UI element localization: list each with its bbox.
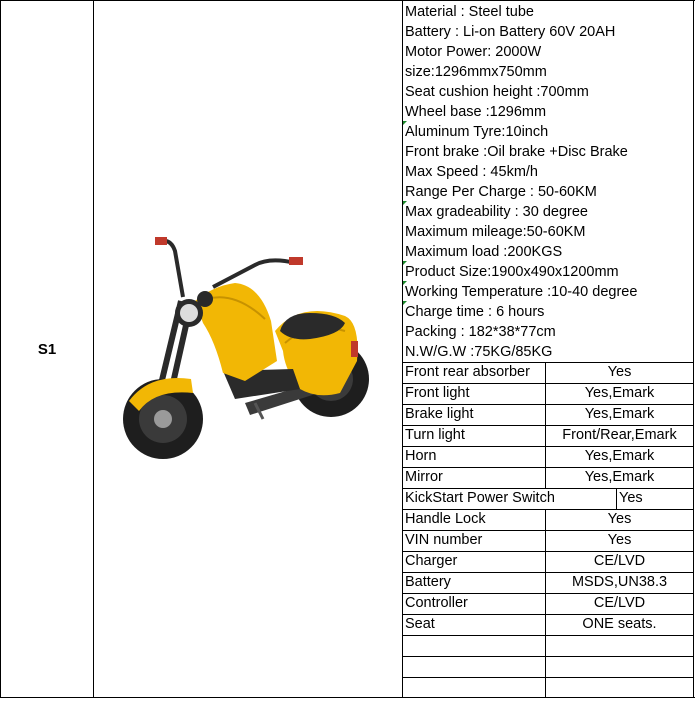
spec-gradeability: Max gradeability : 30 degree bbox=[405, 204, 588, 220]
spec-working-temp: Working Temperature :10-40 degree bbox=[405, 284, 638, 300]
spec-range: Range Per Charge : 50-60KM bbox=[405, 184, 597, 200]
cell-marker bbox=[403, 301, 407, 305]
features-column-divider-kickstart bbox=[616, 488, 617, 509]
cell-marker bbox=[403, 261, 407, 265]
spec-motor-power: Motor Power: 2000W bbox=[405, 44, 542, 60]
spec-material: Material : Steel tube bbox=[405, 4, 534, 20]
feature-label-controller: Controller bbox=[405, 595, 468, 611]
row-line bbox=[402, 656, 694, 657]
feature-label-charger: Charger bbox=[405, 553, 458, 569]
spec-size: size:1296mmx750mm bbox=[405, 64, 547, 80]
feature-label-front-light: Front light bbox=[405, 385, 470, 401]
feature-value-charger: CE/LVD bbox=[593, 553, 646, 569]
feature-label-horn: Horn bbox=[405, 448, 437, 464]
feature-label-turn-light: Turn light bbox=[405, 427, 465, 443]
feature-label-vin: VIN number bbox=[405, 532, 483, 548]
feature-value-mirror: Yes,Emark bbox=[584, 469, 655, 485]
feature-label-handle-lock: Handle Lock bbox=[405, 511, 486, 527]
feature-value-horn: Yes,Emark bbox=[584, 448, 655, 464]
feature-label-brake-light: Brake light bbox=[405, 406, 474, 422]
cell-marker bbox=[403, 201, 407, 205]
spec-weight: N.W/G.W :75KG/85KG bbox=[405, 344, 553, 360]
feature-value-front-light: Yes,Emark bbox=[584, 385, 655, 401]
cell-marker bbox=[403, 281, 407, 285]
feature-label-seat: Seat bbox=[405, 616, 435, 632]
spec-tyre: Aluminum Tyre:10inch bbox=[405, 124, 549, 140]
column-divider-model bbox=[93, 0, 94, 698]
feature-label-mirror: Mirror bbox=[405, 469, 443, 485]
spec-max-speed: Max Speed : 45km/h bbox=[405, 164, 538, 180]
feature-label-battery: Battery bbox=[405, 574, 451, 590]
spec-battery: Battery : Li-on Battery 60V 20AH bbox=[405, 24, 616, 40]
feature-value-turn-light: Front/Rear,Emark bbox=[562, 427, 677, 443]
row-line bbox=[402, 677, 694, 678]
spec-mileage: Maximum mileage:50-60KM bbox=[405, 224, 586, 240]
table-border-bottom bbox=[0, 697, 695, 698]
spec-seat-height: Seat cushion height :700mm bbox=[405, 84, 589, 100]
model-name: S1 bbox=[37, 340, 57, 358]
feature-label-absorber: Front rear absorber bbox=[405, 364, 530, 380]
feature-value-controller: CE/LVD bbox=[593, 595, 646, 611]
feature-value-kickstart: Yes bbox=[619, 490, 643, 506]
spec-max-load: Maximum load :200KGS bbox=[405, 244, 563, 260]
feature-value-brake-light: Yes,Emark bbox=[584, 406, 655, 422]
row-line bbox=[402, 635, 694, 636]
spec-wheel-base: Wheel base :1296mm bbox=[405, 104, 547, 120]
feature-value-handle-lock: Yes bbox=[607, 511, 632, 527]
spec-packing: Packing : 182*38*77cm bbox=[405, 324, 556, 340]
feature-label-kickstart: KickStart Power Switch bbox=[405, 490, 555, 506]
electric-scooter-illustration bbox=[95, 1, 401, 697]
spec-charge-time: Charge time : 6 hours bbox=[405, 304, 545, 320]
feature-value-seat: ONE seats. bbox=[582, 616, 657, 632]
feature-value-vin: Yes bbox=[607, 532, 632, 548]
spec-front-brake: Front brake :Oil brake +Disc Brake bbox=[405, 144, 628, 160]
feature-value-absorber: Yes bbox=[607, 364, 632, 380]
feature-value-battery: MSDS,UN38.3 bbox=[571, 574, 668, 590]
spec-product-size: Product Size:1900x490x1200mm bbox=[405, 264, 619, 280]
cell-marker bbox=[403, 121, 407, 125]
product-photo bbox=[95, 1, 401, 697]
